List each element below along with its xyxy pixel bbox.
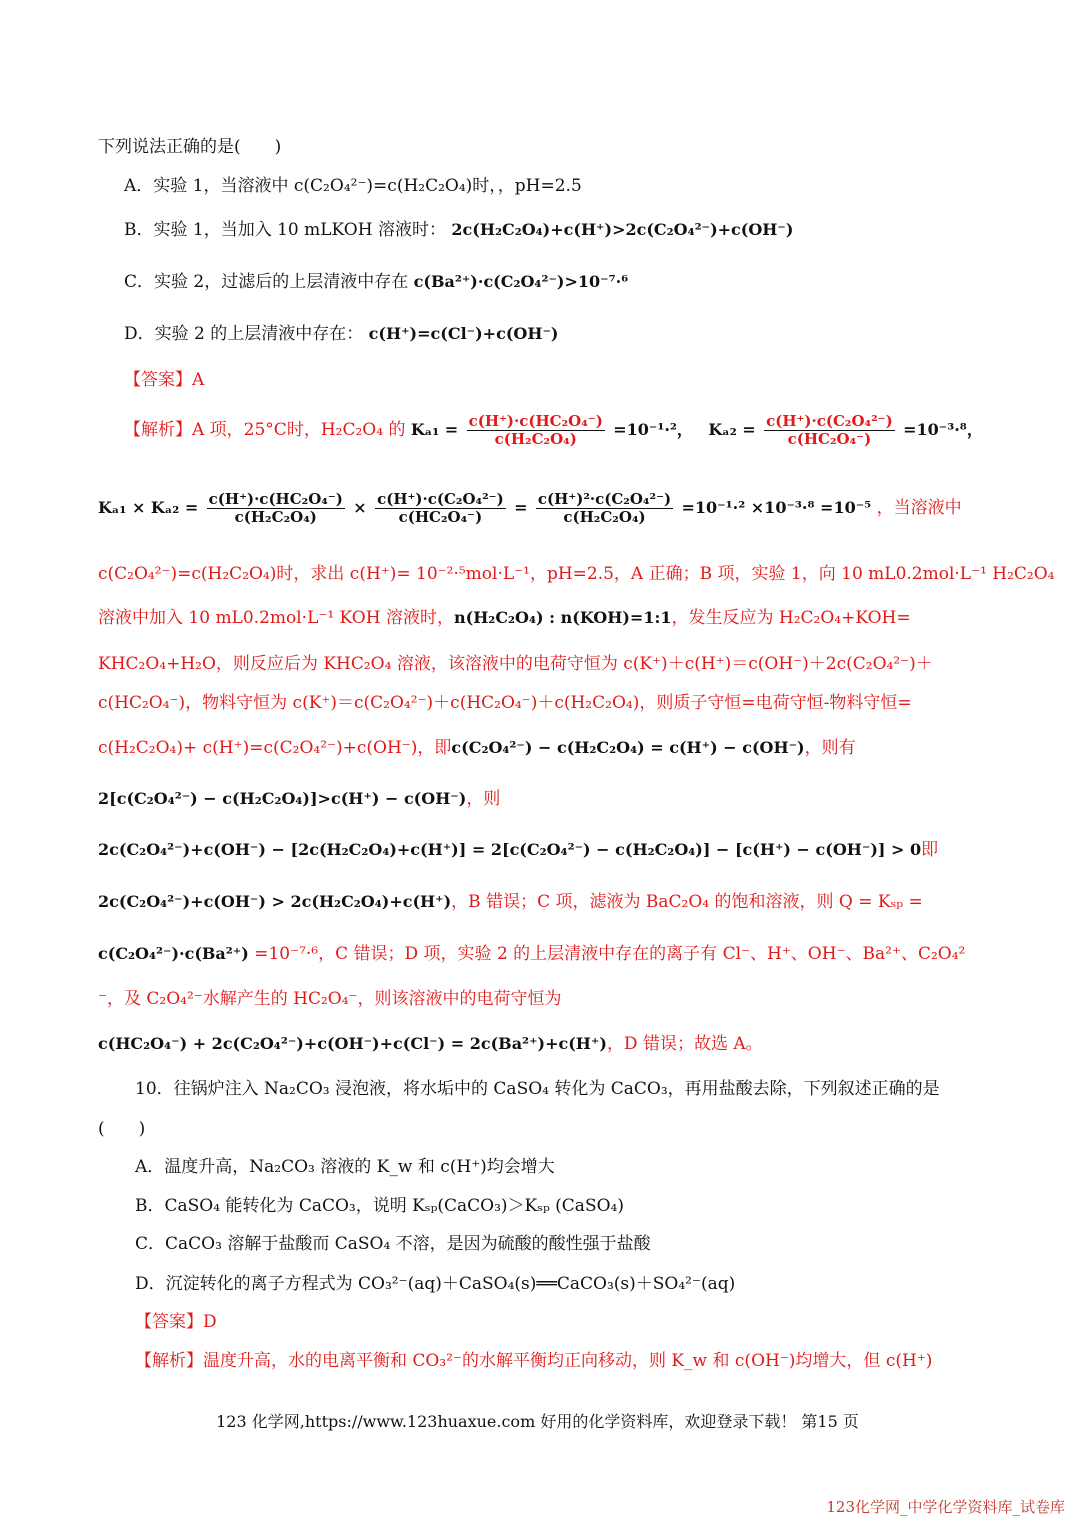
q9-option-d-text: D．实验 2 的上层清液中存在：: [124, 324, 364, 344]
product-fraction-2-denominator: c(HC₂O₄⁻): [398, 508, 483, 526]
ka1-symbol: Kₐ₁ =: [410, 420, 459, 439]
analysis-line-9: [98, 946, 965, 963]
ka1-fraction: [467, 414, 605, 447]
product-tail: ，当溶液中: [876, 498, 962, 518]
ka2-fraction: [764, 414, 895, 447]
analysis-line-7: [98, 842, 938, 859]
q10-option-c: C．CaCO₃ 溶解于盐酸而 CaSO₄ 不溶，是因为硫酸的酸性强于盐酸: [135, 1234, 651, 1254]
q9-option-b-formula: 2c(H₂C₂O₄)+c(H⁺)>2c(C₂O₄²⁻)+c(OH⁻): [451, 220, 794, 239]
analysis-line-2: [98, 610, 911, 627]
q10-answer: 【答案】D: [135, 1312, 217, 1332]
ka1-denominator: c(H₂C₂O₄): [494, 430, 577, 448]
product-fraction-3-denominator: c(H₂C₂O₄): [563, 508, 646, 526]
analysis-line-11-tail: ，D 错误；故选 A。: [606, 1034, 763, 1054]
ka2-numerator: c(H⁺)·c(C₂O₄²⁻): [766, 412, 893, 430]
ka2-value: =10⁻³·⁸，: [903, 420, 983, 439]
ka2-symbol: Kₐ₂ =: [708, 420, 756, 439]
product-fraction-3-numerator: c(H⁺)²·c(C₂O₄²⁻): [537, 490, 672, 508]
analysis-line-8-tail: ，B 错误；C 项，滤液为 BaC₂O₄ 的饱和溶液，则 Q = Kₛₚ =: [451, 892, 923, 912]
q9-analysis-label: 【解析】A 项，25°C时，H₂C₂O₄ 的: [124, 420, 406, 440]
q10-option-a: A．温度升高，Na₂CO₃ 溶液的 K_w 和 c(H⁺)均会增大: [135, 1157, 555, 1177]
analysis-line-8: [98, 894, 923, 911]
analysis-line-2-formula: n(H₂C₂O₄) : n(KOH)=1:1: [453, 608, 672, 627]
analysis-line-7-tail: 即: [921, 840, 939, 860]
q9-option-c-formula: c(Ba²⁺)·c(C₂O₄²⁻)>10⁻⁷·⁶: [413, 272, 629, 291]
q9-option-b: [124, 222, 793, 239]
analysis-line-11: [98, 1036, 763, 1053]
analysis-line-10: ⁻，及 C₂O₄²⁻水解产生的 HC₂O₄⁻，则该溶液中的电荷守恒为: [98, 989, 562, 1009]
q10-option-b: B．CaSO₄ 能转化为 CaCO₃，说明 Kₛₚ(CaCO₃)＞Kₛₚ (CaSO₄): [135, 1196, 624, 1216]
analysis-line-2-text: 溶液中加入 10 mL0.2mol·L⁻¹ KOH 溶液时，: [98, 608, 454, 628]
q10-option-d: D．沉淀转化的离子方程式为 CO₃²⁻(aq)＋CaSO₄(s)══CaCO₃(s)＋SO₄²⁻(aq): [135, 1274, 736, 1294]
ka-product-line: [98, 492, 962, 525]
product-value: =10⁻¹·² ×10⁻³·⁸ =10⁻⁵: [681, 498, 872, 517]
ka2-denominator: c(HC₂O₄⁻): [787, 430, 872, 448]
q10-stem: 10．往锅炉注入 Na₂CO₃ 浸泡液，将水垢中的 CaSO₄ 转化为 CaCO₃，再用盐酸去除，下列叙述正确的是: [135, 1079, 940, 1099]
analysis-line-1: c(C₂O₄²⁻)=c(H₂C₂O₄)时，求出 c(H⁺)= 10⁻²·⁵mol·L⁻¹，pH=2.5，A 正确；B 项，实验 1，向 10 mL0.2mol·L⁻¹ H₂C₂O₄: [98, 564, 1055, 584]
q9-stem: 下列说法正确的是( ): [98, 137, 282, 157]
analysis-line-5-formula: c(C₂O₄²⁻) − c(H₂C₂O₄) = c(H⁺) − c(OH⁻): [451, 738, 805, 757]
product-fraction-2: [375, 492, 506, 525]
q10-paren: ( ): [98, 1119, 146, 1139]
q10-analysis: 【解析】温度升高，水的电离平衡和 CO₃²⁻的水解平衡均正向移动，则 K_w 和 c(OH⁻)均增大，但 c(H⁺): [135, 1351, 933, 1371]
analysis-line-6: [98, 791, 500, 808]
product-fraction-1-numerator: c(H⁺)·c(HC₂O₄⁻): [208, 490, 343, 508]
analysis-line-6-tail: ，则: [466, 789, 501, 809]
ka1-numerator: c(H⁺)·c(HC₂O₄⁻): [468, 412, 603, 430]
analysis-line-5: [98, 740, 856, 757]
q9-option-a: A．实验 1，当溶液中 c(C₂O₄²⁻)=c(H₂C₂O₄)时，，pH=2.5: [124, 176, 582, 196]
site-watermark: 123化学网_中学化学资料库_试卷库: [826, 1498, 1065, 1516]
q9-option-c: [124, 274, 628, 291]
q9-analysis-ka-line: [124, 414, 983, 447]
analysis-line-6-formula: 2[c(C₂O₄²⁻) − c(H₂C₂O₄)]>c(H⁺) − c(OH⁻): [98, 789, 467, 808]
page-footer: 123 化学网,https://www.123huaxue.com 好用的化学资料库，欢迎登录下载！ 第15 页: [216, 1412, 859, 1431]
ka-product-symbol: Kₐ₁ × Kₐ₂ =: [98, 498, 199, 517]
q9-option-d-formula: c(H⁺)=c(Cl⁻)+c(OH⁻): [368, 324, 559, 343]
analysis-line-2-tail: ，发生反应为 H₂C₂O₄+KOH=: [671, 608, 911, 628]
analysis-line-7-formula: 2c(C₂O₄²⁻)+c(OH⁻) − [2c(H₂C₂O₄)+c(H⁺)] = 2[c(C₂O₄²⁻) − c(H₂C₂O₄)] − [c(H⁺) − c(OH⁻)] > 0: [98, 840, 922, 859]
analysis-line-11-formula: c(HC₂O₄⁻) + 2c(C₂O₄²⁻)+c(OH⁻)+c(Cl⁻) = 2c(Ba²⁺)+c(H⁺): [98, 1034, 607, 1053]
ka1-value: =10⁻¹·²，: [613, 420, 693, 439]
product-fraction-3: [536, 492, 673, 525]
analysis-line-5-text: c(H₂C₂O₄)+ c(H⁺)=c(C₂O₄²⁻)+c(OH⁻)，即: [98, 738, 452, 758]
q9-option-d: [124, 326, 558, 343]
analysis-line-5-tail: ，则有: [804, 738, 856, 758]
q9-option-c-text: C．实验 2，过滤后的上层清液中存在: [124, 272, 409, 292]
analysis-line-4: c(HC₂O₄⁻)，物料守恒为 c(K⁺)＝c(C₂O₄²⁻)＋c(HC₂O₄⁻)＋c(H₂C₂O₄)，则质子守恒=电荷守恒-物料守恒=: [98, 693, 912, 713]
analysis-line-9-formula: c(C₂O₄²⁻)·c(Ba²⁺): [98, 944, 249, 963]
q9-answer: 【答案】A: [124, 370, 205, 390]
q9-option-b-text: B．实验 1，当加入 10 mLKOH 溶液时：: [124, 220, 446, 240]
product-fraction-1: [207, 492, 345, 525]
analysis-line-3: KHC₂O₄+H₂O，则反应后为 KHC₂O₄ 溶液，该溶液中的电荷守恒为 c(K⁺)＋c(H⁺)＝c(OH⁻)＋2c(C₂O₄²⁻)＋: [98, 654, 933, 674]
product-fraction-2-numerator: c(H⁺)·c(C₂O₄²⁻): [377, 490, 504, 508]
analysis-line-9-tail: =10⁻⁷·⁶，C 错误；D 项，实验 2 的上层清液中存在的离子有 Cl⁻、H⁺、OH⁻、Ba²⁺、C₂O₄²: [248, 944, 966, 964]
times-sign: ×: [353, 498, 367, 517]
analysis-line-8-formula: 2c(C₂O₄²⁻)+c(OH⁻) > 2c(H₂C₂O₄)+c(H⁺): [98, 892, 452, 911]
equals-sign: =: [514, 498, 528, 517]
product-fraction-1-denominator: c(H₂C₂O₄): [234, 508, 317, 526]
